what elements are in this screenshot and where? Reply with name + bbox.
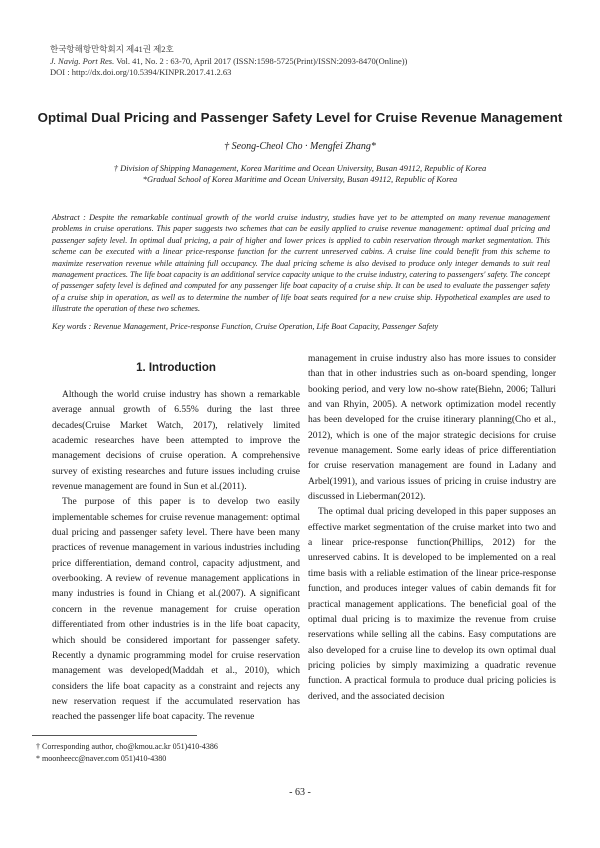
- footnote-corresponding-author: † Corresponding author, cho@kmou.ac.kr 051)410-4386: [36, 742, 218, 751]
- footnote-coauthor: * moonheecc@naver.com 051)410-4380: [36, 754, 167, 763]
- footnotes: [36, 741, 336, 765]
- paragraph: The optimal dual pricing developed in this paper supposes an effective market segmentation of the cruise market into two and a linear price-response function(Phillips, 2012) for the unreserved cabins. It is developed to be implemented on a real time basis with a reliable estimation of the linear price-response function, and produces integer values of cabin demands fit for practical management applications. The beneficial goal of the optimal dual pricing is to maximize the revenue from cruise reservations while selling all the cabins. Easy computations are also developed for a cruise line to develop its own optimal dual pricing policies by simply maximizing a quadratic revenue function. A practical formula to produce dual pricing policies is derived, and the associated decision: [308, 507, 556, 702]
- journal-citation: [50, 56, 570, 68]
- right-column: [308, 352, 556, 705]
- paragraph: management in cruise industry also has more issues to consider than that in other industries such as on-board spending, longer booking period, and very low no-show rate(Biehn, 2006; Talluri and van Rhyin, 2005). A network optimization model recently has been developed for the cruise itinerary planning(Cho et al., 2012), which is one of the major strategic decisions for cruise revenue management. Some early ideas of price differentiation for cruise reservation management are found in Ladany and Arbel(1991), and various issues of pricing in cruise industry are discussed in Lieberman(2012).: [308, 354, 556, 503]
- affiliation-1: † Division of Shipping Management, Korea Maritime and Ocean University, Busan 49112, Republic of Korea: [113, 163, 487, 173]
- paragraph: Although the world cruise industry has shown a remarkable average annual growth of 6.55% during the last three decades(Cruise Market Watch, 2017), relatively limited academic researches have been attempted to improve the management decisions of cruise operation. A comprehensive survey of existing researches and future issues including cruise revenue management are found in Sun et al.(2011).: [52, 390, 300, 493]
- abstract: Abstract : Despite the remarkable continual growth of the world cruise industry, studies have yet to be attempted on many revenue management problems in cruise operations. This paper suggests two schemes that can be easily applied to cruise revenue management: optimal dual pricing and passenger safety level. In optimal dual pricing, a pair of higher and lower prices is applied to cabin reservation through market segmentation. This scheme can be executed with a linear price-response function for the current unreserved cabins. A cruise line could benefit from this scheme to maximize reservation revenue while attaining full occupancy. The dual pricing scheme is also devised to produce only integer demands to suit real management practices. The life boat capacity is an additional service capacity unique to the cruise industry, catering to passengers' safety. The concept of passenger safety level is defined and computed for any passenger life boat capacity of a cruise ship. It can be used to evaluate the passenger safety of a cruise ship in operation, as well as to determine the number of life boat seats required for a new cruise ship. Hypothetical examples are used to illustrate the operation of these two schemes.: [52, 213, 550, 314]
- paragraph: The purpose of this paper is to develop two easily implementable schemes for cruise revenue management: optimal dual pricing and passenger safety level. There have been many practices of revenue management in various industries including price differentiation, demand control, capacity adjustment, and overbooking. A review of revenue management applications in many industries is found in Chiang et al.(2007). A significant concern in the revenue management for cruise operation differentiated from other industries is in the life boat capacity, which should be considered important for passenger safety. Recently a dynamic programming model for cruise reservation management was developed(Maddah et al., 2010), which considers the life boat capacity as a constraint and rejects any new reservation request if the accumulated reservation has reached the passenger life boat capacity. The revenue: [52, 497, 300, 723]
- affiliation-2: *Gradual School of Korea Maritime and Ocean University, Busan 49112, Republic of Korea: [142, 174, 458, 184]
- journal-masthead: [50, 44, 570, 79]
- volume-info: Vol. 41, No. 2 : 63-70, April 2017 (ISSN:1598-5725(Print)/ISSN:2093-8470(Online)): [114, 55, 408, 66]
- section-heading-introduction: 1. Introduction: [136, 362, 216, 374]
- korean-journal-name: 한국항해항만학회지 제41권 제2호: [50, 44, 174, 54]
- left-column: [52, 388, 300, 726]
- author-list: † Seong-Cheol Cho · Mengfei Zhang*: [224, 141, 376, 152]
- doi-line: DOI : http://dx.doi.org/10.5394/KINPR.2017.41.2.63: [50, 67, 232, 77]
- paper-title: Optimal Dual Pricing and Passenger Safety Level for Cruise Revenue Management: [37, 110, 563, 125]
- footnote-divider: [32, 735, 197, 736]
- journal-abbrev: J. Navig. Port Res.: [50, 55, 115, 66]
- page-number: - 63 -: [289, 787, 311, 798]
- keywords: Key words : Revenue Management, Price-response Function, Cruise Operation, Life Boat Capacity, Passenger Safety: [52, 322, 439, 331]
